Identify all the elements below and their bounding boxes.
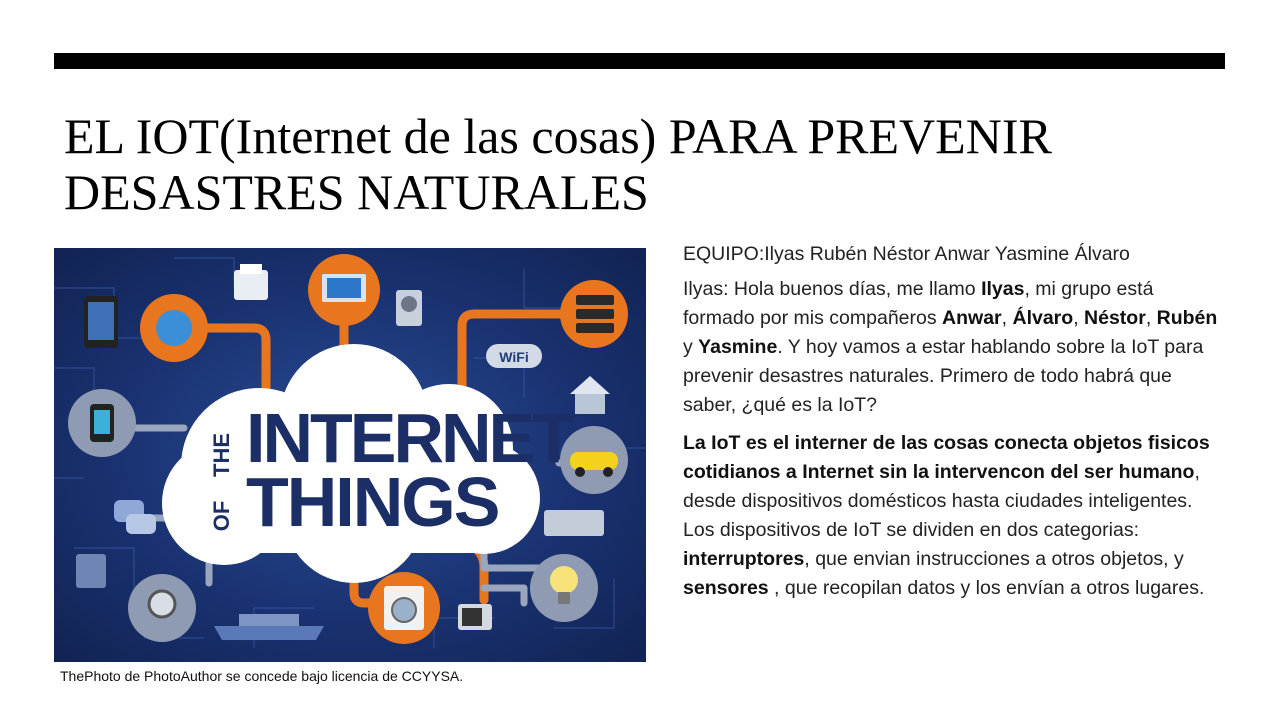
top-rule: [54, 53, 1225, 69]
intro-text-6: y: [683, 336, 699, 358]
definition-text-2: , que envian instrucciones a otros objetos, y: [804, 548, 1184, 570]
intro-name-ruben: Rubén: [1156, 307, 1218, 329]
image-caption: ThePhoto de PhotoAuthor se concede bajo licencia de CCYYSA.: [60, 668, 464, 684]
intro-text-1: Ilyas: Hola buenos días, me llamo: [683, 278, 982, 300]
wordmark-things: THINGS: [246, 463, 499, 541]
slide-title-line-1: EL IOT(Internet de las cosas) PARA PREVENIR: [64, 108, 1052, 164]
slide-title: [64, 108, 1214, 220]
wordmark-internet: INTERNET: [246, 399, 572, 477]
wordmark-of: OF: [209, 500, 234, 532]
intro-text-3: ,: [1001, 307, 1013, 329]
iot-illustration-art: [54, 248, 646, 662]
team-line: EQUIPO:Ilyas Rubén Néstor Anwar Yasmine Álvaro: [683, 243, 1130, 265]
intro-name-anwar: Anwar: [942, 307, 1002, 329]
intro-text-7: . Y hoy vamos a estar hablando sobre la IoT para prevenir desastres naturales. Primero de todo habrá que saber, ¿qué es la IoT?: [683, 336, 1204, 416]
intro-paragraph: [683, 275, 1228, 420]
intro-name-ilyas: Ilyas: [981, 278, 1025, 300]
definition-term-sensores: sensores: [683, 577, 769, 599]
slide-title-line-2: DESASTRES NATURALES: [64, 164, 649, 220]
wifi-label: WiFi: [499, 349, 529, 365]
intro-text-2: , mi grupo está formado por mis compañeros: [683, 278, 1154, 329]
wordmark-the: THE: [209, 433, 234, 477]
slide-body: [683, 240, 1228, 612]
intro-name-yasmine: Yasmine: [698, 336, 778, 358]
intro-name-nestor: Néstor: [1084, 307, 1146, 329]
intro-text-5: ,: [1145, 307, 1157, 329]
definition-text-1: , desde dispositivos domésticos hasta ciudades inteligentes. Los dispositivos de IoT se dividen en dos categorias:: [683, 461, 1200, 541]
definition-bold: La IoT es el interner de las cosas conecta objetos fisicos cotidianos a Internet sin la intervencon del ser humano: [683, 432, 1210, 483]
iot-illustration: [54, 248, 646, 662]
intro-text-4: ,: [1073, 307, 1085, 329]
definition-text-3: , que recopilan datos y los envían a otros lugares.: [768, 577, 1205, 599]
intro-name-alvaro: Álvaro: [1012, 307, 1074, 329]
definition-paragraph: [683, 429, 1228, 603]
definition-term-interruptores: interruptores: [683, 548, 805, 570]
